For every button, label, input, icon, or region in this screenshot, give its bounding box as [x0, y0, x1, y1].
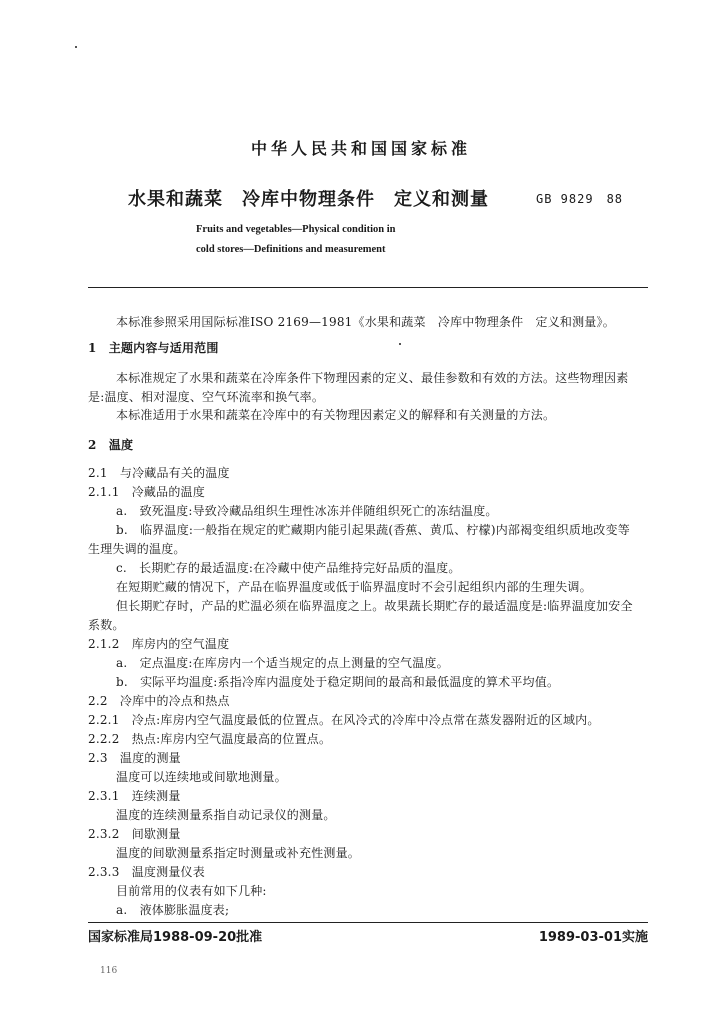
scan-speck	[399, 343, 401, 345]
paragraph: 但长期贮存时，产品的贮温必须在临界温度之上。故果蔬长期贮存的最适温度是:临界温度加安全	[116, 599, 633, 613]
document-title: 水果和蔬菜 冷库中物理条件 定义和测量	[128, 189, 489, 210]
header-rule	[88, 287, 648, 288]
subsection-heading: 2.3 温度的测量	[88, 751, 181, 765]
subsection-heading: 2.1.2 库房内的空气温度	[88, 637, 230, 651]
list-item: b. 临界温度:一般指在规定的贮藏期内能引起果蔬(香蕉、黄瓜、柠檬)内部褐变组织质地改变等	[116, 523, 630, 537]
subsection-heading: 2.2 冷库中的冷点和热点	[88, 694, 230, 708]
paragraph: 温度可以连续地或间歇地测量。	[116, 770, 287, 784]
paragraph: 生理失调的温度。	[88, 542, 186, 556]
implementation-date: 1989-03-01实施	[538, 930, 648, 945]
subsection-heading: 2.2.2 热点:库房内空气温度最高的位置点。	[88, 732, 332, 746]
paragraph: 是:温度、相对湿度、空气环流率和换气率。	[88, 390, 325, 404]
list-item: c. 长期贮存的最适温度:在冷藏中使产品维持完好品质的温度。	[116, 561, 461, 575]
paragraph: 在短期贮藏的情况下，产品在临界温度或低于临界温度时不会引起组织内部的生理失调。	[116, 580, 592, 594]
subsection-heading: 2.2.1 冷点:库房内空气温度最低的位置点。在风冷式的冷库中冷点常在蒸发器附近的区域内。	[88, 713, 600, 727]
list-item: a. 液体膨胀温度表;	[116, 903, 230, 917]
subsection-heading: 2.1 与冷藏品有关的温度	[88, 466, 230, 480]
section-1-heading: 1 主题内容与适用范围	[88, 341, 219, 355]
national-standard-heading: 中华人民共和国国家标准	[250, 139, 471, 158]
paragraph: 本标准规定了水果和蔬菜在冷库条件下物理因素的定义、最佳参数和有效的方法。这些物理因素	[116, 371, 629, 385]
standard-code: GB 9829 88	[536, 192, 624, 206]
page-number: 116	[100, 966, 118, 976]
approval-date: 国家标准局1988-09-20批准	[88, 930, 263, 945]
list-item: b. 实际平均温度:系指冷库内温度处于稳定期间的最高和最低温度的算术平均值。	[116, 675, 560, 689]
english-title-line-2: cold stores—Definitions and measurement	[196, 244, 386, 255]
subsection-heading: 2.1.1 冷藏品的温度	[88, 485, 205, 499]
subsection-heading: 2.3.2 间歇测量	[88, 827, 181, 841]
footer-rule	[88, 922, 648, 923]
paragraph: 本标准适用于水果和蔬菜在冷库中的有关物理因素定义的解释和有关测量的方法。	[116, 408, 556, 422]
subsection-heading: 2.3.3 温度测量仪表	[88, 865, 205, 879]
paragraph: 温度的连续测量系指自动记录仪的测量。	[116, 808, 336, 822]
list-item: a. 致死温度:导致冷藏品组织生理性冰冻并伴随组织死亡的冻结温度。	[116, 504, 498, 518]
english-title-line-1: Fruits and vegetables—Physical condition in	[196, 224, 396, 235]
paragraph: 目前常用的仪表有如下几种:	[116, 884, 267, 898]
subsection-heading: 2.3.1 连续测量	[88, 789, 181, 803]
adoption-note: 本标准参照采用国际标准ISO 2169—1981《水果和蔬菜 冷库中物理条件 定义和测量》。	[116, 315, 615, 329]
paragraph: 系数。	[88, 618, 125, 632]
paragraph: 温度的间歇测量系指定时测量或补充性测量。	[116, 846, 361, 860]
scan-speck	[75, 46, 77, 48]
section-2-heading: 2 温度	[88, 438, 134, 452]
list-item: a. 定点温度:在库房内一个适当规定的点上测量的空气温度。	[116, 656, 449, 670]
